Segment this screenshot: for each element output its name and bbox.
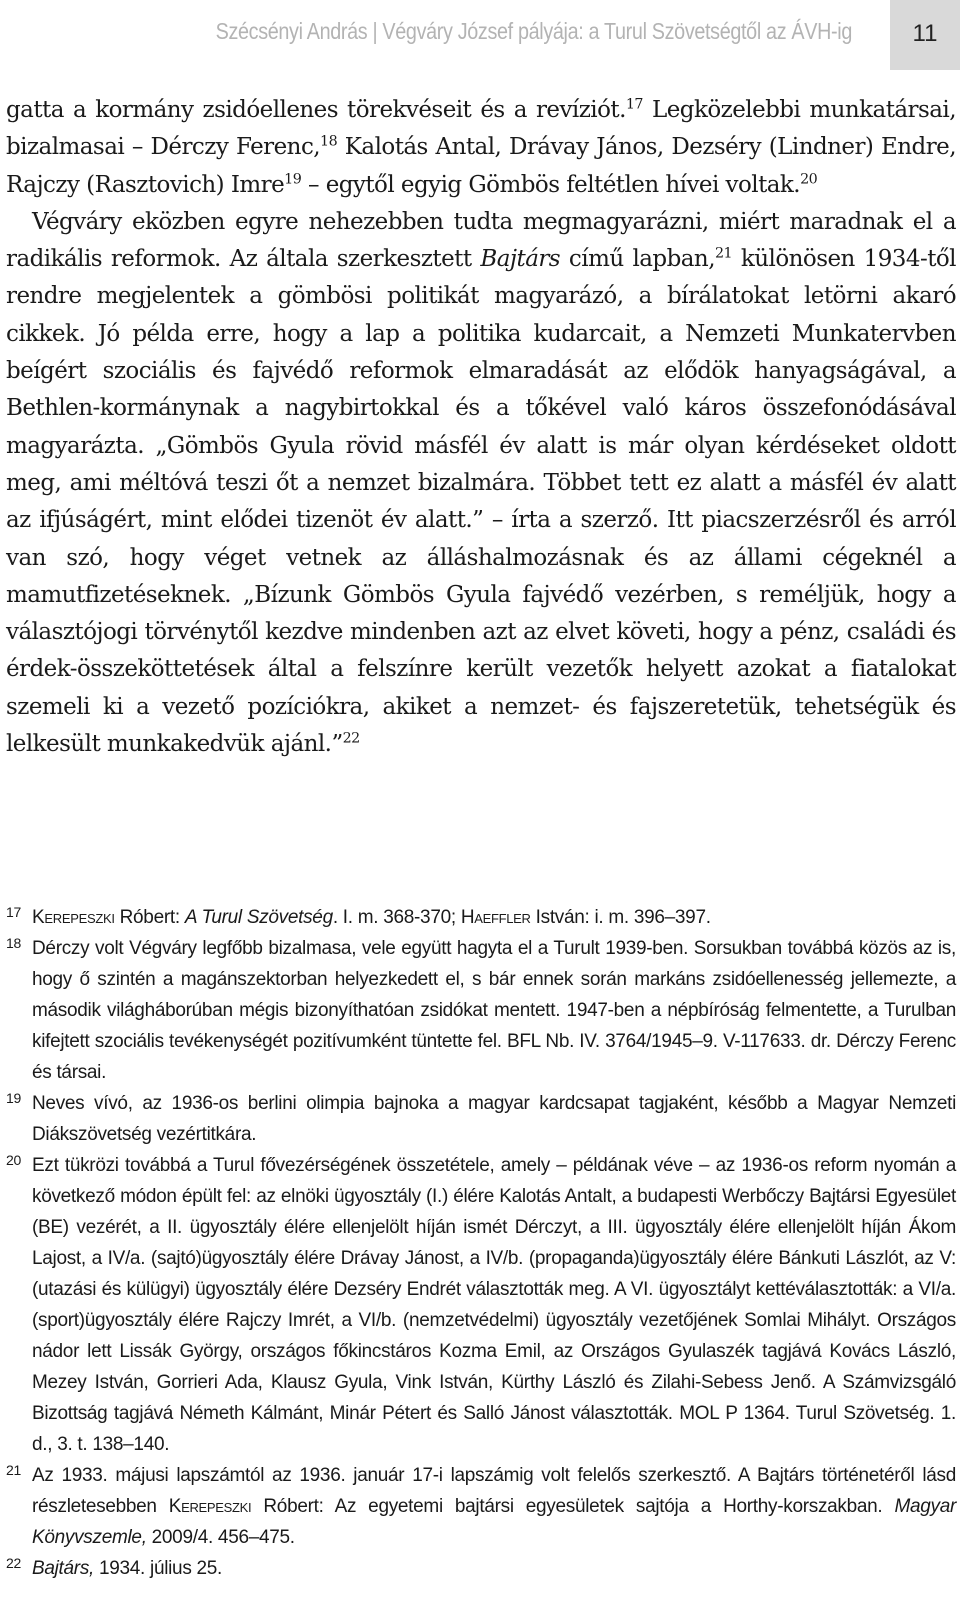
footnote-text: Dérczy volt Végváry legfőbb bizalmasa, vele együtt hagyta el a Turult 1939-ben. Sorsukban továbbá közös az is, hogy ő szintén a magánszektorban helyezkedett el, s bár ennek során markáns zsidóellenesség jellemezte, a második világháborúban mégis bizonyíthatóan zsidókat mentett. 1947-ben a népbíróság felmentette, a Turulban kifejtett szociális tevékenységét pozitívumként tüntette fel. BFL Nb. IV. 3764/1945–9. V-117633. dr. Dérczy Ferenc és társai. [32,938,956,1083]
paragraph-1 [6,92,956,204]
footnote-19 [6,1088,956,1150]
text-run: – egytől egyig Gömbös feltétlen hívei voltak. [301,171,801,198]
footnote-number: 21 [6,1462,21,1478]
journal-title: Magyar Könyvszemle, [32,1496,956,1548]
footnote-20 [6,1150,956,1460]
publication-title: Bajtárs, [32,1558,95,1579]
author-name: Kerepeszki [168,1496,252,1517]
text-run: Kalotás Antal, Drávay János, Dezséry (Lindner) Endre, Rajczy (Rasztovich) Imre [6,134,956,198]
footnotes [6,902,956,1584]
footnote-number: 18 [6,935,21,951]
footnote-ref[interactable]: 19 [284,170,302,187]
text-run: Legközelebbi munkatársai, bizalmasai – Dérczy Ferenc, [6,97,956,161]
text-run: István: i. m. 396–397. [530,907,711,928]
text-run: 1934. július 25. [94,1558,223,1579]
text-run: . I. m. 368-370; [332,907,461,928]
footnote-number: 17 [6,904,21,920]
text-run: különösen 1934-től rendre megjelentek a gömbösi politikát magyarázó, a bírálatokat letörni akaró cikkek. Jó példa erre, hogy a lap a politika kudarcait, a Nemzeti Munkatervben beígért szociális és fajvédő reformok elmaradását az elődök hanyagságával, a Bethlen-kormánynak a nagybirtokkal és a tőkével való káros összefonódásával magyarázta. „Gömbös Gyula rövid másfél év alatt is már olyan kérdéseket oldott meg, ami méltóvá teszi őt a nemzet bizalmára. Többet tett ez alatt a másfél év alatt az ifjúságért, mint elődei tizenöt év alatt.” – írta a szerző. Itt piacszerzésről és arról van szó, hogy véget vetnek az álláshalmozásnak és az állami cégeknél a mamutfizetéseknek. „Bízunk Gömbös Gyula fajvédő vezérben, s reméljük, hogy a választójogi törvénytől kezdve mindenben azt az elvet követi, hogy a pénz, családi és érdek-összeköttetések által a felszínre került vezetők helyett azokat a fiatalokat szemeli ki a vezető pozíciókra, akiket a nemzet- és fajszeretetük, tehetségük és lelkesült munkakedvük ajánl.” [6,246,956,758]
author-name: Kerepeszki [32,907,115,928]
work-title: A Turul Szövetség [184,907,333,928]
footnote-number: 22 [6,1555,21,1571]
footnote-21 [6,1460,956,1553]
footnote-ref[interactable]: 18 [320,133,338,150]
footnote-22 [6,1553,956,1584]
text-run: 2009/4. 456–475. [146,1527,295,1548]
body-text [6,92,956,763]
footnote-ref[interactable]: 21 [714,245,733,262]
footnote-text: Neves vívó, az 1936-os berlini olimpia bajnoka a magyar kardcsapat tagjaként, később a Magyar Nemzeti Diákszövetség vezértitkára. [32,1093,956,1145]
page-number-box [890,0,960,70]
text-run: Róbert: Az egyetemi bajtársi egyesületek sajtója a Horthy-korszakban. [251,1496,895,1517]
text-run: Róbert: [114,907,185,928]
footnote-ref[interactable]: 20 [800,170,818,187]
text-run: gatta a kormány zsidóellenes törekvéseit és a revíziót. [6,97,626,123]
footnote-number: 20 [6,1152,21,1168]
page-header [0,0,960,72]
paragraph-2 [6,204,956,763]
footnote-17 [6,902,956,933]
footnote-ref[interactable]: 22 [342,730,360,747]
running-title: Szécsényi András | Végváry József pályája: a Turul Szövetségtől az ÁVH-ig [215,18,852,44]
text-run: Az 1933. májusi lapszámtól az 1936. január 17-i lapszámig volt felelős szerkesztő. A Bajtárs történetéről lásd részletesebben [32,1465,956,1517]
text-run: Végváry eközben egyre nehezebben tudta megmagyarázni, miért maradnak el a radikális reformok. Az általa szerkesztett [6,208,956,273]
footnote-number: 19 [6,1090,21,1106]
footnote-18 [6,933,956,1088]
publication-title: Bajtárs [480,246,561,273]
footnote-ref[interactable]: 17 [625,96,643,113]
footnote-text: Ezt tükrözi továbbá a Turul fővezérségének összetétele, amely – példának véve – az 1936-os reform nyomán a következő módon épült fel: az elnöki ügyosztály (I.) élére Kalotás Antalt, a budapesti Werbőczy Bajtársi Egyesület (BE) vezérét, a II. ügyosztály élére ellenjelölt híján ismét Dérczyt, a III. ügyosztály élére ellenjelölt híján Ákom Lajost, a IV/a. (sajtó)ügyosztály élére Drávay Jánost, a IV/b. (propaganda)ügyosztály élére Bánkuti Lászlót, az V: (utazási és külügyi) ügyosztály élére Dezséry Endrét választották meg. A VI. ügyosztályt kettéválasztották: a VI/a. (sport)ügyosztály élére Rajczy Imrét, a VI/b. (nemzetvédelmi) ügyosztály vezetőjének Somlai Mihályt. Országos nádor lett Lissák György, országos főkincstáros Kozma Emil, az Országos Gyulaszék tagjává Kovács László, Mezey István, Gorrieri Ada, Klausz Gyula, Vink István, Kürthy László és Zilahi-Sebess Jenő. A Számvizsgáló Bizottság tagjává Németh Kálmánt, Minár Pétert és Salló Jánost választották. MOL P 1364. Turul Szövetség. 1. d., 3. t. 138–140. [32,1155,956,1455]
author-name: Haeffler [460,907,531,928]
page-number: 11 [912,20,938,47]
text-run: című lapban, [560,246,715,273]
